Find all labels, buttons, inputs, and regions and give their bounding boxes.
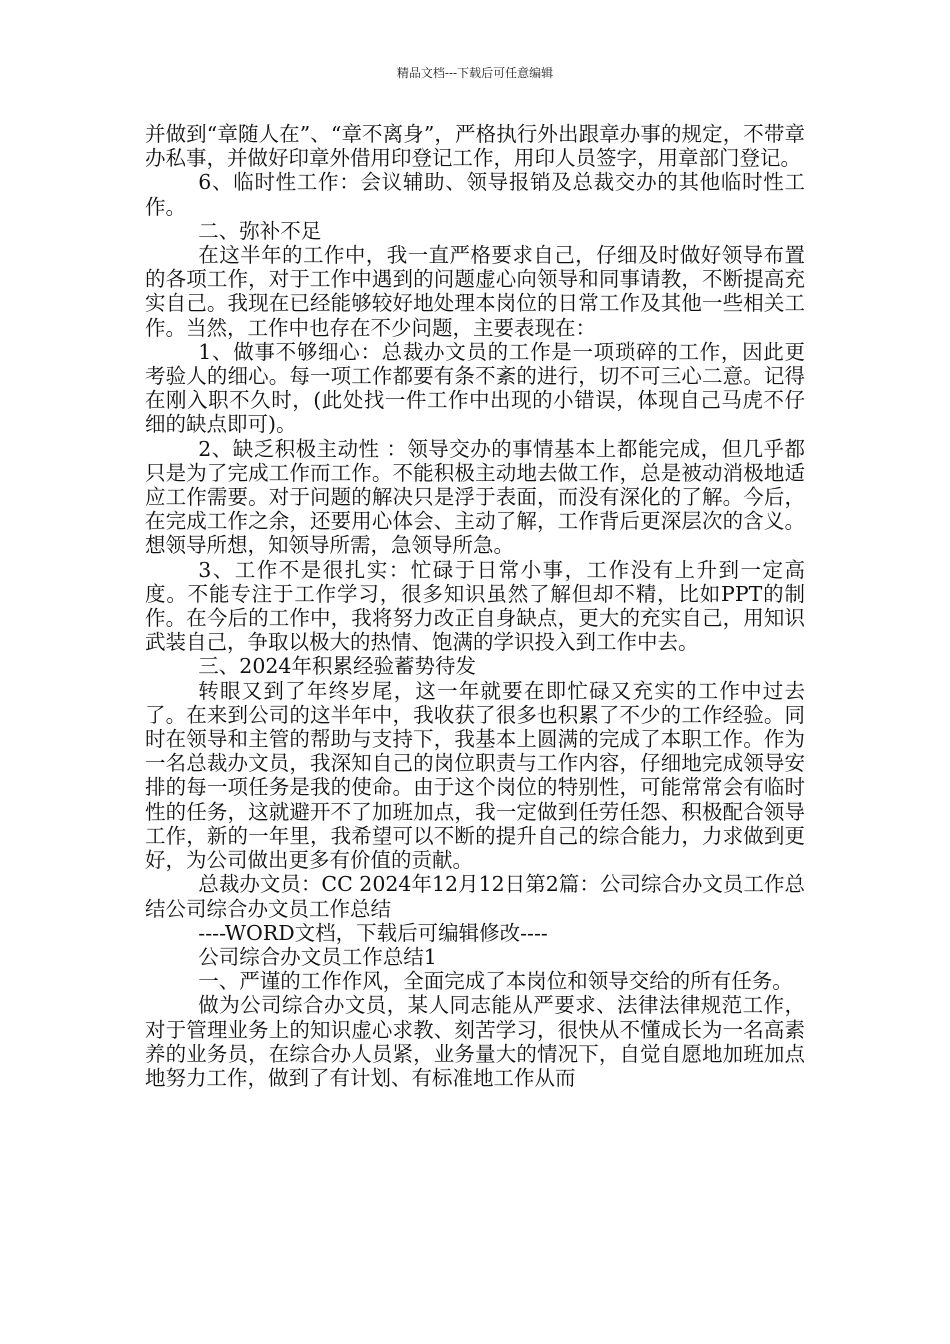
paragraph-item-6: 6、临时性工作：会议辅助、领导报销及总裁交办的其他临时性工作。	[145, 170, 805, 219]
document-subtitle: 公司综合办文员工作总结1	[198, 944, 437, 969]
section-heading-3: 三、2024年积累经验蓄势待发	[198, 654, 476, 679]
page-header: 精品文档---下载后可任意编辑	[396, 66, 554, 80]
paragraph-item-3: 3、工作不是很扎实：忙碌于日常小事，工作没有上升到一定高度。不能专注于工作学习，很多知识虽然了解但却不精，比如PPT的制作。在今后的工作中，我将努力改正自身缺点，更大的充实自己，用知识武装自己，争取以极大的热情、饱满的学识投入到工作中去。	[145, 557, 805, 655]
paragraph-item-1: 1、做事不够细心：总裁办文员的工作是一项琐碎的工作，因此更考验人的细心。每一项工作都要有条不紊的进行，切不可三心二意。记得在刚入职不久时，(此处找一件工作中出现的小错误，体现自己马虎不仔细的缺点即可)。	[145, 339, 805, 437]
signature-line: 总裁办文员：CC 2024年12月12日第2篇：公司综合办文员工作总结公司综合办文员工作总结	[145, 872, 805, 921]
section-heading-1: 一、严谨的工作作风，全面完成了本岗位和领导交给的所有任务。	[198, 969, 793, 994]
paragraph: 转眼又到了年终岁尾，这一年就要在即忙碌又充实的工作中过去了。在来到公司的这半年中，我收获了很多也积累了不少的工作经验。同时在领导和主管的帮助与支持下，我基本上圆满的完成了本职工作。作为一名总裁办文员，我深知自己的岗位职责与工作内容，仔细地完成领导安排的每一项任务是我的使命。由于这个岗位的特别性，可能常常会有临时性的任务，这就避开不了加班加点，我一定做到任劳任怨、积极配合领导工作，新的一年里，我希望可以不断的提升自己的综合能力，力求做到更好，为公司做出更多有价值的贡献。	[145, 678, 805, 873]
paragraph: 做为公司综合办文员，某人同志能从严要求、法律法律规范工作，对于管理业务上的知识虚心求教、刻苦学习，很快从不懂成长为一名高素养的业务员，在综合办人员紧，业务量大的情况下，自觉自愿地加班加点地努力工作，做到了有计划、有标准地工作从而	[145, 993, 805, 1090]
paragraph-continued: 并做到“章随人在”、“章不离身”，严格执行外出跟章办事的规定，不带章办私事，并做好印章外借用印登记工作，用印人员签字，用章部门登记。	[145, 122, 805, 171]
section-heading-2: 二、弥补不足	[198, 218, 322, 243]
document-body	[145, 122, 805, 1090]
paragraph-item-2: 2、缺乏积极主动性 ：领导交办的事情基本上都能完成，但几乎都只是为了完成工作而工作。不能积极主动地去做工作，总是被动消极地适应工作需要。对于问题的解决只是浮于表面，而没有深化的了解。今后，在完成工作之余，还要用心体会、主动了解，工作背后更深层次的含义。想领导所想，知领导所需，急领导所急。	[145, 436, 805, 558]
paragraph: 在这半年的工作中，我一直严格要求自己，仔细及时做好领导布置的各项工作，对于工作中遇到的问题虚心向领导和同事请教，不断提高充实自己。我现在已经能够较好地处理本岗位的日常工作及其他一些相关工作。当然，工作中也存在不少问题，主要表现在：	[145, 243, 805, 340]
word-notice: ----WORD文档，下载后可编辑修改----	[198, 920, 548, 945]
